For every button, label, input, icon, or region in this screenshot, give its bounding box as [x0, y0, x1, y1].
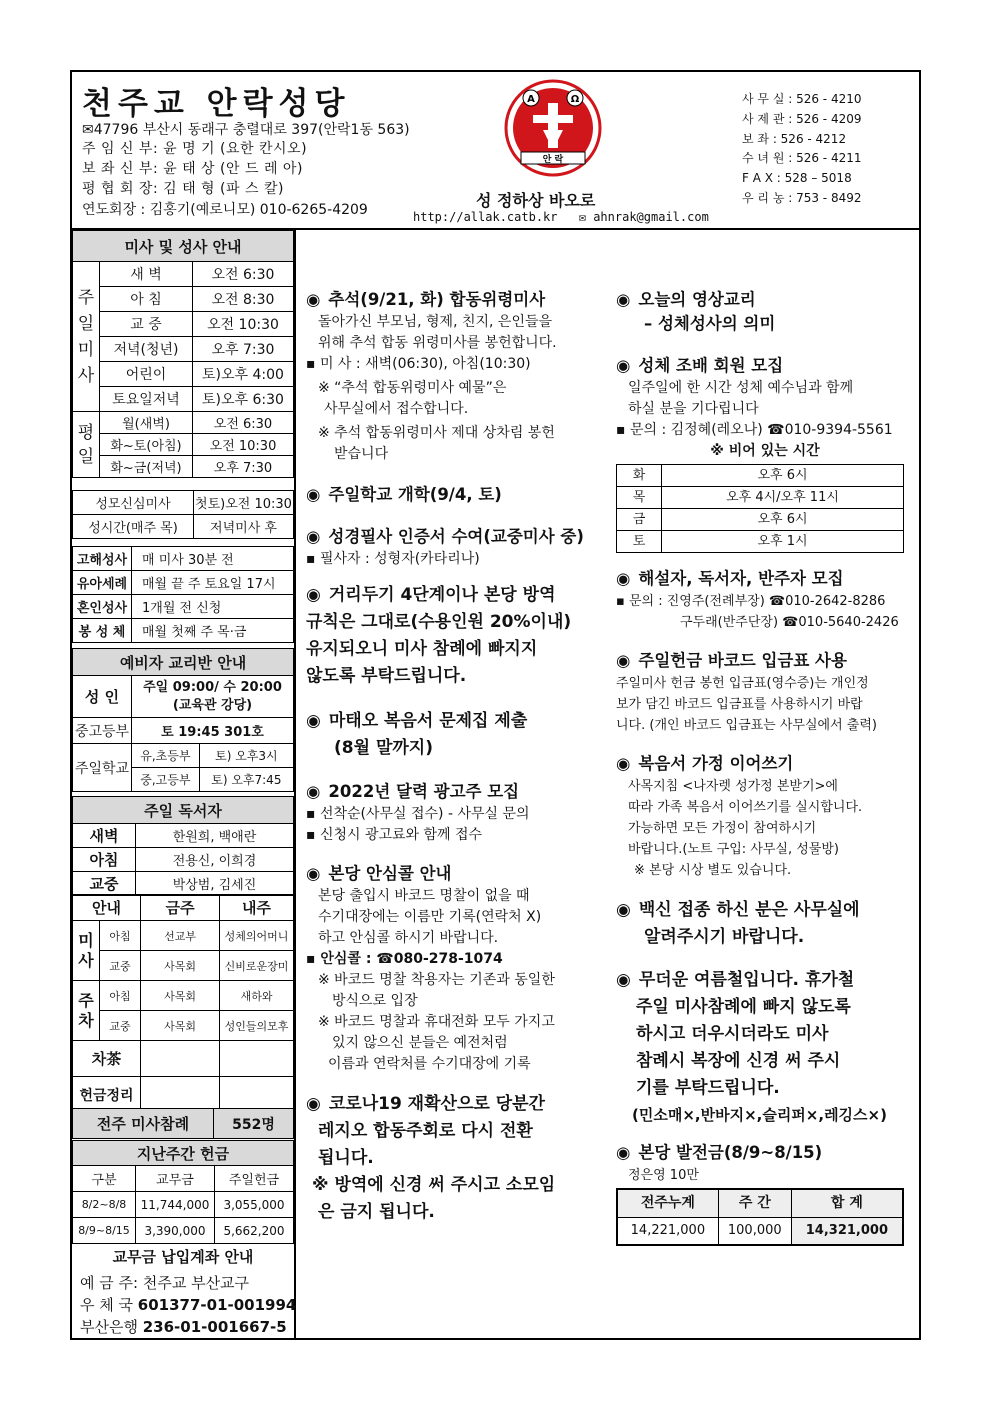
readers-title: 주일 독서자: [73, 797, 294, 824]
school-time: 토) 오후7:45: [199, 768, 293, 792]
adoration-time: 오후 4시/오후 11시: [662, 487, 904, 509]
logo-alpha: A: [527, 94, 535, 105]
fund-head: 주 간: [718, 1189, 791, 1217]
notice-text: 가능하면 모든 가정이 참여하시기: [628, 821, 817, 836]
attendance-table: [72, 1108, 294, 1139]
notice-text: (민소매×,반바지×,슬리퍼×,레깅스×): [632, 1106, 887, 1124]
fund-weekly: 100,000: [718, 1217, 791, 1245]
contact-links: [413, 210, 709, 224]
notice-barcode-title: 주일헌금 바코드 입금표 사용: [638, 651, 847, 670]
duty-this-week: 선교부: [141, 921, 220, 951]
duty-tea-service: 차茶: [73, 1041, 141, 1077]
notice-text: ▪ 문의 : 김정혜(레오나) ☎010-9394-5561: [616, 420, 914, 441]
notice-text: 하실 분을 기다립니다: [628, 401, 759, 417]
duty-next-week: 신비로운장미: [220, 951, 294, 981]
mass-time: 오전 8:30: [193, 287, 294, 312]
mass-schedule-table: [72, 230, 294, 478]
extra-mass-time: 저녁미사 후: [194, 515, 294, 539]
notice-column-right: ◉ 오늘의 영상교리 – 성체성사의 의미 ◉ 성체 조배 회원 모집 일주일에 한 시간 성체 예수님과 함께 하실 분을 기다립니다 ▪ 문의 : 김정혜(레오나) ☎010-9394-5561 ※ 비어 있는 시간 화 오후 6시 목 오후 4시/오후 11시 금 오후 6시 토 오후 1시 ◉ 해설자, 독서자, 반주자 모집 ▪ 문의 : 진영주(전례부장) ☎010-2642-8286 구두래(반주단장) ☎010-5640-2426 ◉ 주일헌금 바코드 입금표 사용 주일미사 헌금 봉헌 입금표(영수증)는 개인정 보가 담긴 바코드 입금표를 사용하시기 바랍 니다. (개인 바코드 입금표는 사무실에서 출력) ◉ 복음서 가정 이어쓰기 사목지침 <나자렛 성가정 본받기>에 따라 가족 복음서 이어쓰기를 실시합니다. 가능하면 모든 가정이 참여하시기 바랍니다.(노트 구입: 사무실, 성물방) ※ 본당 시상 별도 있습니다. ◉ 백신 접종 하신 분은 사무실에 알려주시기 바랍니다. ◉ 무더운 여름철입니다. 휴가철 주일 미사참례에 빠지 않도록 하시고 더우시더라도 미사 참례시 복장에 신경 써 주시 기를 부탁드립니다. (민소매×,반바지×,슬리퍼×,레깅스×) ◉ 본당 발전금(8/9~8/15) 정은영 10만 전주누계 주 간 합 계 14,221,000 100,000 14,321,000: [616, 276, 914, 1246]
adoration-day: 목: [617, 487, 662, 509]
school-time: 토) 오후3시: [199, 744, 293, 768]
column-divider: [294, 228, 296, 1340]
extra-mass-name: 성시간(매주 목): [73, 515, 194, 539]
extra-mass-name: 성모신심미사: [73, 491, 194, 515]
reader-names: 박상범, 김세진: [136, 872, 294, 896]
catechism-adult-info: 주일 09:00/ 수 20:00 (교육관 강당): [132, 676, 294, 718]
mass-name: 어린이: [100, 362, 193, 387]
notice-video-title: 오늘의 영상교리: [638, 290, 756, 309]
notice-text: ▪ 선착순(사무실 접수) - 사무실 문의: [306, 804, 606, 825]
duty-table: [72, 894, 294, 1113]
fund-cumulative: 14,221,000: [617, 1217, 718, 1245]
notice-text: 있지 않으신 분들은 예전처럼: [332, 1035, 508, 1051]
adoration-day: 금: [617, 509, 662, 531]
notice-text: 됩니다.: [318, 1148, 374, 1168]
offering-tithe: 3,390,000: [136, 1218, 215, 1244]
fund-table: [616, 1188, 904, 1246]
phone-convent: 수 녀 원 : 526 - 4211: [742, 151, 862, 166]
phone-rectory: 사 제 관 : 526 - 4209: [742, 111, 862, 126]
duty-head: 안내: [73, 895, 141, 921]
notice-text: 주일미사 헌금 봉헌 입금표(영수증)는 개인정: [616, 676, 869, 691]
notice-text: ▪ 신청시 광고료와 함께 접수: [306, 825, 606, 846]
notice-text: 따라 가족 복음서 이어쓰기를 실시합니다.: [628, 800, 863, 815]
adoration-day: 화: [617, 465, 662, 487]
phone-office: 사 무 실 : 526 - 4210: [742, 92, 862, 106]
adoration-time: 오후 6시: [662, 465, 904, 487]
catechism-school-label: 주일학교: [73, 744, 132, 792]
offering-period: 8/2~8/8: [73, 1192, 136, 1218]
duty-next-week: 성인들의모후: [220, 1011, 294, 1041]
notice-text: ▪ 미 사 : 새벽(06:30), 아침(10:30): [306, 354, 606, 375]
notice-distancing: 거리두기 4단계이나 본당 방역: [328, 585, 556, 605]
notice-text: 주일 미사참례에 빠지 않도록: [636, 997, 851, 1017]
notice-recruit-title: 해설자, 독서자, 반주자 모집: [638, 569, 844, 588]
mass-time: 토)오후 6:30: [193, 387, 294, 412]
sacrament-info: 1개월 전 신청: [132, 595, 294, 619]
notice-gospel-title: 복음서 가정 이어쓰기: [638, 754, 794, 773]
extra-mass-time: 첫토)오전 10:30: [194, 491, 294, 515]
sacrament-name: 혼인성사: [73, 595, 132, 619]
adoration-day: 토: [617, 531, 662, 553]
adoration-time: 오후 6시: [662, 509, 904, 531]
staff-council: 평 협 회 장: 김 태 형 (파 스 칼): [82, 181, 284, 197]
offering-table: [72, 1140, 294, 1244]
attendance-value: 552명: [214, 1109, 294, 1139]
notice-text: 일주일에 한 시간 성체 예수님과 함께: [628, 380, 854, 396]
duty-slot: 아침: [100, 981, 141, 1011]
mail-icon: ✉: [578, 210, 586, 224]
mass-time: 오후 7:30: [193, 456, 294, 478]
sacrament-info: 매월 첫째 주 목·금: [132, 619, 294, 643]
fund-head: 전주누계: [617, 1189, 718, 1217]
reader-names: 한원희, 백애란: [136, 824, 294, 848]
notice-text: 레지오 합동주회로 다시 전환: [318, 1121, 533, 1141]
notice-text: ▪ 문의 : 진영주(전례부장) ☎010-2642-8286: [616, 591, 914, 612]
notice-text: 돌아가신 부모님, 형제, 친지, 은인들을: [318, 314, 553, 330]
duty-this-week: 사목회: [141, 951, 220, 981]
notice-text: ※ 본당 시상 별도 있습니다.: [634, 863, 792, 878]
sacrament-info: 매월 끝 주 토요일 17시: [132, 571, 294, 595]
duty-offering-count: 헌금정리: [73, 1077, 141, 1113]
notice-text: 보가 담긴 바코드 입금표를 사용하시기 바랍: [616, 697, 863, 712]
sacrament-info: 매 미사 30분 전: [132, 547, 294, 571]
notice-summer: 무더운 여름철입니다. 휴가철: [638, 970, 855, 990]
adoration-table: [616, 464, 904, 553]
notice-text: ▪ 안심콜 : ☎080-278-1074: [306, 949, 606, 970]
notice-text: 구두래(반주단장) ☎010-5640-2426: [680, 615, 899, 630]
mass-name: 새 벽: [100, 262, 193, 287]
notice-fund-title: 본당 발전금(8/9~8/15): [638, 1143, 823, 1162]
phone-fax: F A X : 528 – 5018: [742, 171, 852, 186]
sacrament-name: 봉 성 체: [73, 619, 132, 643]
sacrament-table: [72, 546, 294, 643]
mass-time: 토)오후 4:00: [193, 362, 294, 387]
school-group: 유,초등부: [132, 744, 200, 768]
readers-table: [72, 796, 294, 896]
fund-head: 합 계: [791, 1189, 903, 1217]
notice-text: 수기대장에는 이름만 기록(연락처 X): [318, 909, 542, 925]
notice-text: ※ “추석 합동위령미사 예물”은: [318, 380, 507, 396]
notice-calendar-title: 2022년 달력 광고주 모집: [328, 782, 520, 801]
account-title: 교무금 납입계좌 안내: [112, 1248, 254, 1266]
mass-name: 저녁(청년): [100, 337, 193, 362]
mass-time: 오전 6:30: [193, 262, 294, 287]
mass-time: 오전 10:30: [193, 312, 294, 337]
notice-legio: 코로나19 재확산으로 당분간: [328, 1094, 545, 1114]
notice-text: 방식으로 입장: [332, 993, 418, 1009]
email-link[interactable]: ahnrak@gmail.com: [593, 210, 709, 224]
notice-text: 유지되오니 미사 참례에 빠지지: [306, 639, 538, 659]
notice-text: 참례시 복장에 신경 써 주시: [636, 1051, 841, 1071]
notice-text: ※ 바코드 명찰과 휴대전화 모두 가지고: [318, 1014, 555, 1030]
duty-mass-label: 미 사: [73, 921, 100, 981]
catechism-table: [72, 648, 294, 792]
notice-text: 사무실에서 접수합니다.: [324, 401, 469, 417]
offering-tithe: 11,744,000: [136, 1192, 215, 1218]
notice-matthew-title: 마태오 복음서 문제집 제출: [328, 711, 528, 731]
parish-logo: [503, 78, 603, 178]
weekday-label: 평 일: [73, 412, 100, 478]
school-group: 중,고등부: [132, 768, 200, 792]
notice-text: 기를 부탁드립니다.: [636, 1078, 780, 1098]
mass-name: 화~금(저녁): [100, 456, 193, 478]
notice-text: ※ 비어 있는 시간: [710, 443, 820, 459]
notice-column-middle: ◉ 추석(9/21, 화) 합동위령미사 돌아가신 부모님, 형제, 친지, 은인들을 위해 추석 합동 위령미사를 봉헌합니다. ▪ 미 사 : 새벽(06:30), 아침(10:30) ※ “추석 합동위령미사 예물”은 사무실에서 접수합니다. ※ 추석 합동위령미사 제대 상차림 봉헌 받습니다 ◉ 주일학교 개학(9/4, 토) ◉ 성경필사 인증서 수여(교중미사 중) ▪ 필사자 : 성형자(카타리나) ◉ 거리두기 4단계이나 본당 방역 규칙은 그대로(수용인원 20%이내) 유지되오니 미사 참례에 빠지지 않도록 부탁드립니다. ◉ 마태오 복음서 문제집 제출 (8월 말까지) ◉ 2022년 달력 광고주 모집 ▪ 선착순(사무실 접수) - 사무실 문의 ▪ 신청시 광고료와 함께 접수 ◉ 본당 안심콜 안내 본당 출입시 바코드 명찰이 없을 때 수기대장에는 이름만 기록(연락처 X) 하고 안심콜 하시기 바랍니다. ▪ 안심콜 : ☎080-278-1074 ※ 바코드 명찰 착용자는 기존과 동일한 방식으로 입장 ※ 바코드 명찰과 휴대전화 모두 가지고 있지 않으신 분들은 예전처럼 이름과 연락처를 수기대장에 기록 ◉ 코로나19 재확산으로 당분간 레지오 합동주회로 다시 전환 됩니다. ※ 방역에 신경 써 주시고 소모임 은 금지 됩니다.: [306, 276, 606, 1226]
offering-head: 주일헌금: [215, 1166, 294, 1192]
notice-bible-title: 성경필사 인증서 수여(교중미사 중): [328, 527, 584, 546]
notice-text: 하고 안심콜 하시기 바랍니다.: [318, 930, 499, 946]
catechism-title: 예비자 교리반 안내: [73, 649, 294, 676]
notice-text: – 성체성사의 의미: [644, 314, 776, 333]
notice-text: 은 금지 됩니다.: [318, 1202, 435, 1222]
notice-chuseok-title: 추석(9/21, 화) 합동위령미사: [328, 290, 546, 309]
duty-slot: 교중: [100, 1011, 141, 1041]
extra-mass-table: [72, 490, 294, 539]
reader-mass: 새벽: [73, 824, 136, 848]
phone-farm: 우 리 농 : 753 - 8492: [742, 190, 862, 205]
mass-name: 아 침: [100, 287, 193, 312]
notice-text: 알려주시기 바랍니다.: [644, 927, 805, 947]
notice-text: 않도록 부탁드립니다.: [306, 666, 467, 686]
patron-saint: 성 정하상 바오로: [476, 191, 596, 210]
sacrament-name: 유아세례: [73, 571, 132, 595]
catechism-teen-info: 토 19:45 301호: [132, 718, 294, 744]
mass-name: 토요일저녁: [100, 387, 193, 412]
sacrament-name: 고해성사: [73, 547, 132, 571]
offering-sunday: 3,055,000: [215, 1192, 294, 1218]
notice-text: ※ 바코드 명찰 착용자는 기존과 동일한: [318, 972, 555, 988]
offering-sunday: 5,662,200: [215, 1218, 294, 1244]
mass-title: 미사 및 성사 안내: [73, 231, 294, 262]
notice-text: 정은영 10만: [628, 1168, 699, 1183]
catechism-adult-label: 성 인: [73, 676, 132, 718]
notice-text: 위해 추석 합동 위령미사를 봉헌합니다.: [318, 335, 557, 351]
fund-total: 14,321,000: [791, 1217, 903, 1245]
notice-vaccine: 백신 접종 하신 분은 사무실에: [638, 900, 860, 920]
notice-text: 하시고 더우시더라도 미사: [636, 1024, 829, 1044]
offering-title: 지난주간 헌금: [73, 1141, 294, 1166]
staff-prayer: 연도회장 : 김홍기(예로니모) 010-6265-4209: [82, 202, 368, 218]
mass-name: 월(새벽): [100, 412, 193, 434]
phone-list: [742, 90, 861, 209]
parish-address: ✉47796 부산시 동래구 충렬대로 397(안락1동 563): [82, 122, 410, 138]
offering-head: 교무금: [136, 1166, 215, 1192]
reader-mass: 교중: [73, 872, 136, 896]
staff-assistant: 보 좌 신 부: 윤 태 상 (안 드 레 아): [82, 161, 303, 177]
notice-text: 사목지침 <나자렛 성가정 본받기>에: [628, 779, 838, 794]
phone-assistant: 보 좌 : 526 - 4212: [742, 131, 847, 146]
logo-omega: Ω: [570, 94, 580, 105]
adoration-time: 오후 1시: [662, 531, 904, 553]
parish-title: 천주교 안락성당: [82, 86, 351, 122]
account-list: 예 금 주: 천주교 부산교구 우 체 국 601377-01-001994 부산은행 236-01-001667-5: [80, 1274, 297, 1336]
duty-slot: 아침: [100, 921, 141, 951]
sunday-label: 주 일 미 사: [73, 262, 100, 412]
duty-this-week: 사목회: [141, 1011, 220, 1041]
duty-slot: 교중: [100, 951, 141, 981]
offering-period: 8/9~8/15: [73, 1218, 136, 1244]
notice-text: 이름과 연락처를 수기대장에 기록: [328, 1056, 531, 1072]
catechism-teen-label: 중고등부: [73, 718, 132, 744]
notice-safecall-title: 본당 안심콜 안내: [328, 864, 452, 883]
notice-text: ※ 방역에 신경 써 주시고 소모임: [312, 1175, 556, 1195]
notice-text: 규칙은 그대로(수용인원 20%이내): [306, 612, 572, 632]
duty-next-week: 성체의어머니: [220, 921, 294, 951]
duty-next-week: 새하와: [220, 981, 294, 1011]
notice-text: 본당 출입시 바코드 명찰이 없을 때: [318, 888, 530, 904]
duty-tea-label: 주 차: [73, 981, 100, 1041]
mass-time: 오전 10:30: [193, 434, 294, 456]
mass-name: 교 중: [100, 312, 193, 337]
duty-head: 내주: [220, 895, 294, 921]
mass-time: 오후 7:30: [193, 337, 294, 362]
notice-text: ▪ 필사자 : 성형자(카타리나): [306, 549, 606, 570]
notice-text: (8월 말까지): [334, 738, 433, 758]
mass-time: 오전 6:30: [193, 412, 294, 434]
notice-text: ※ 추석 합동위령미사 제대 상차림 봉헌: [318, 425, 555, 441]
notice-text: 받습니다: [334, 446, 389, 462]
notice-adoration-title: 성체 조배 회원 모집: [638, 356, 784, 375]
notice-text: 니다. (개인 바코드 입금표는 사무실에서 출력): [616, 718, 877, 733]
staff-pastor: 주 임 신 부: 윤 명 기 (요한 칸시오): [82, 141, 308, 157]
duty-head: 금주: [141, 895, 220, 921]
mass-name: 화~토(아침): [100, 434, 193, 456]
attendance-label: 전주 미사참례: [73, 1109, 214, 1139]
website-link[interactable]: http://allak.catb.kr: [413, 210, 558, 224]
reader-names: 전용신, 이희경: [136, 848, 294, 872]
offering-head: 구분: [73, 1166, 136, 1192]
logo-banner: 안 락: [542, 155, 564, 165]
notice-school-title: 주일학교 개학(9/4, 토): [328, 485, 502, 504]
reader-mass: 아침: [73, 848, 136, 872]
notice-text: 바랍니다.(노트 구입: 사무실, 성물방): [628, 842, 839, 857]
duty-this-week: 사목회: [141, 981, 220, 1011]
